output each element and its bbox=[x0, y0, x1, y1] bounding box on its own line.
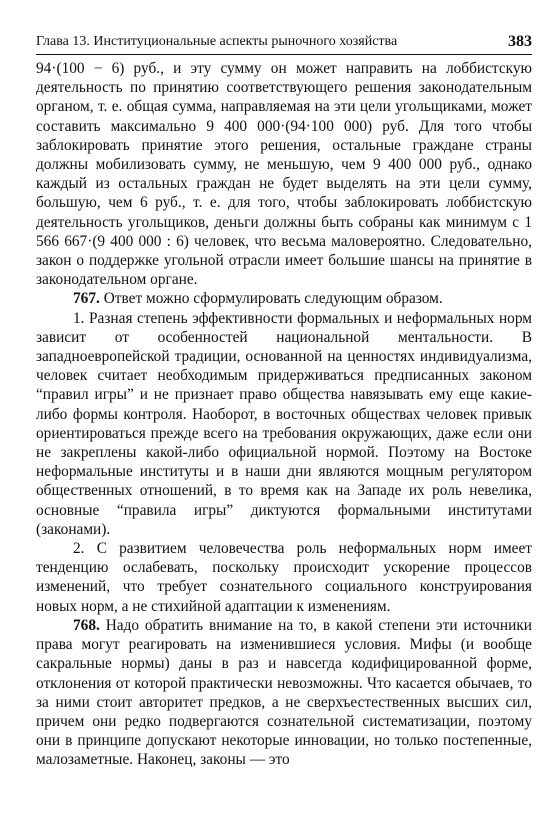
page-number: 383 bbox=[508, 33, 532, 50]
problem-number: 768. bbox=[73, 616, 100, 634]
paragraph-text: Надо обратить внимание на то, в какой степени эти источники права могут реагировать на изменившиеся условия. Мифы (и вообще сакральные нормы) даны в раз и навсегда кодифицированной форме, отклонения от которой практически невозможны. Что касается обычаев, то за ними стоит авторитет предков, а не сверхъестественных высших сил, причем они редко подвергаются сознательной систематизации, поэтому они в принципе допускают некоторые инновации, но только постепенные, малозаметные. Наконец, законы — это bbox=[36, 616, 532, 769]
problem-number: 767. bbox=[73, 290, 100, 308]
paragraph-text: Ответ можно сформулировать следующим образом. bbox=[99, 290, 443, 308]
running-header bbox=[36, 30, 532, 55]
page-body bbox=[36, 59, 532, 770]
paragraph-text: 94·(100 − 6) руб., и эту сумму он может направить на лоббистскую деятельность по принятию соответствующего решения законодательным органом, т. е. общая сумма, направляемая на эти цели угольщиками, может составить максимально 9 400 000·(94·100 000) руб. Для того чтобы заблокировать принятие этого решения, остальные граждане страны должны мобилизовать сумму, не меньшую, чем 9 400 000 руб., однако каждый из остальных граждан не будет выделять на эти цели сумму, большую, чем 6 руб., т. е. для того, чтобы заблокировать лоббистскую деятельность угольщиков, деньги должны быть собраны как минимум с 1 566 667·(9 400 000 : 6) человек, что весьма маловероятно. Следовательно, закон о поддержке угольной отрасли имеет большие шансы на принятие в законодательном органе. bbox=[36, 60, 532, 289]
paragraph-text: 2. С развитием человечества роль неформальных норм имеет тенденцию ослабевать, поскольку происходит ускорение процессов изменений, что требует сознательного социального конструирования новых норм, а не стихийной адаптации к изменениям. bbox=[36, 540, 532, 615]
paragraph-point-1 bbox=[36, 309, 532, 539]
paragraph-text: 1. Разная степень эффективности формальных и неформальных норм зависит от особенностей национальной ментальности. В западноевропейской традиции, основанной на ценностях индивидуализма, человек считает необходимым придерживаться предписанных законом “правил игры” и не признает право общества навязывать ему еще какие-либо формы контроля. Наоборот, в восточных обществах человек привык ориентироваться прежде всего на требования окружающих, даже если они не закреплены какой-либо официальной нормой. Поэтому на Востоке неформальные институты и в наши дни являются мощным регулятором общественных отношений, в то время как на Западе их роль невелика, основные “правила игры” диктуются формальными институтами (законами). bbox=[36, 309, 532, 538]
paragraph-768 bbox=[36, 616, 532, 770]
paragraph-point-2 bbox=[36, 539, 532, 616]
paragraph-1 bbox=[36, 59, 532, 289]
chapter-title: Глава 13. Институциональные аспекты рыночного хозяйства bbox=[36, 34, 398, 49]
paragraph-767 bbox=[36, 289, 532, 308]
